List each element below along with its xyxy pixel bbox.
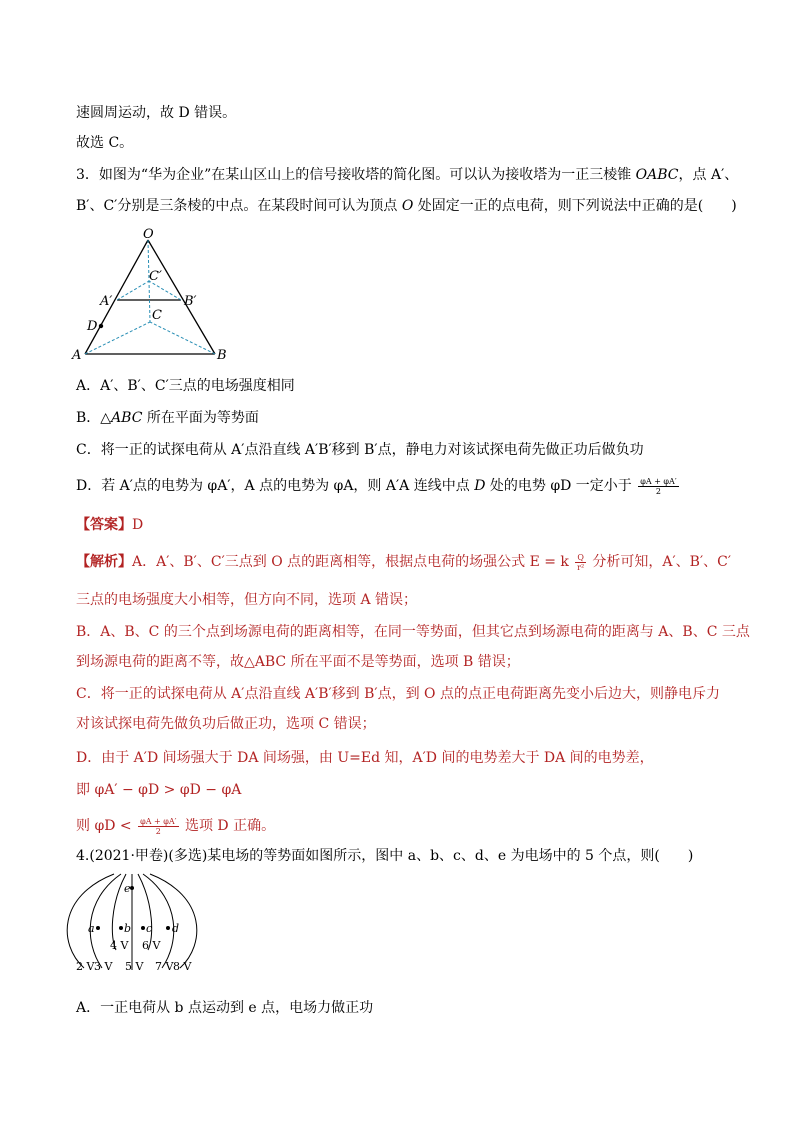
text: ，点 A′、	[678, 167, 739, 183]
text: B．△	[76, 410, 112, 426]
option-B	[76, 408, 259, 428]
question-4-option-A	[76, 998, 373, 1018]
label-O: O	[143, 227, 154, 242]
text: D．由于 A′D 间场强大于 DA 间场强，由 U=Ed 知，A′D 间的电势差大于 DA 间的电势差，	[76, 750, 654, 766]
explanation-line-1	[76, 552, 731, 572]
label-A1: A′	[100, 294, 113, 309]
label-D: D	[87, 319, 98, 334]
text: 处的电势 φD 一定小于	[485, 478, 632, 494]
text: A．A′、B′、C′三点到 O 点的距离相等，根据点电荷的场强公式 E = k	[132, 554, 569, 570]
text: D．若 A′点的电势为 φA′，A 点的电势为 φA，则 A′A 连线中点	[76, 478, 475, 494]
explanation-line-9	[76, 816, 275, 836]
explanation-label: 【解析】	[76, 554, 132, 570]
denominator: 2	[655, 486, 661, 496]
option-D	[76, 476, 681, 496]
numerator: φA + φA′	[640, 476, 677, 486]
label-c: c	[146, 922, 153, 935]
denominator: 2	[155, 826, 161, 836]
label-C: C	[152, 308, 162, 323]
text: 选项 D 正确。	[180, 818, 276, 834]
text: 4.(2021·甲卷)(多选)某电场的等势面如图所示，图中 a、b、c、d、e 为电场中的 5 个点，则( )	[76, 848, 694, 864]
label-8V: 8 V	[173, 960, 192, 973]
text: A．一正电荷从 b 点运动到 e 点，电场力做正功	[76, 1000, 374, 1016]
equipotential-7V	[143, 874, 174, 968]
text: 速圆周运动，故 D 错误。	[76, 105, 237, 121]
equipotential-3V	[90, 874, 121, 968]
text: ABC	[111, 410, 143, 426]
explanation-line-5	[76, 684, 720, 704]
text: 故选 C。	[76, 135, 134, 151]
point-c	[141, 926, 145, 930]
text: B′、C′分别是三条棱的中点。在某段时间可认为顶点	[76, 198, 402, 214]
explanation-line-3	[76, 622, 750, 642]
edge-OB	[148, 240, 215, 354]
explanation-line-6	[76, 714, 376, 734]
label-4V: 4 V	[110, 939, 129, 952]
fraction	[575, 553, 586, 572]
fraction	[138, 817, 178, 836]
option-C	[76, 440, 644, 460]
numerator: Q	[577, 552, 584, 562]
text: 所在平面为等势面	[142, 410, 259, 426]
text: 对该试探电荷先做负功后做正功，选项 C 错误；	[76, 716, 376, 732]
explanation-line-4	[76, 652, 520, 672]
text: 分析可知，A′、B′、C′	[587, 554, 732, 570]
label-B: B	[217, 348, 227, 363]
fraction	[638, 477, 678, 496]
label-B1: B′	[184, 294, 197, 309]
denominator: r²	[577, 562, 585, 572]
text: 即 φA′ − φD > φD − φA	[76, 782, 242, 798]
explanation-line-7	[76, 748, 654, 768]
label-e: e	[124, 882, 131, 895]
label-C1: C′	[149, 269, 162, 284]
label-A: A	[72, 348, 82, 363]
question-3-line-2	[76, 196, 737, 216]
text: O	[401, 198, 414, 214]
option-A	[76, 376, 295, 396]
segment-A1C1	[117, 281, 149, 300]
label-7V: 7 V	[155, 960, 174, 973]
text: A．A′、B′、C′三点的电场强度相同	[76, 378, 295, 394]
answer-line	[76, 515, 143, 535]
question-3-line-1	[76, 165, 738, 185]
point-b	[119, 926, 123, 930]
label-2V: 2 V	[76, 960, 95, 973]
text: 处固定一正的点电荷，则下列说法中正确的是( )	[413, 198, 737, 214]
point-a	[96, 926, 100, 930]
pyramid-figure	[70, 226, 240, 366]
edge-OA	[85, 240, 148, 354]
point-d	[166, 926, 170, 930]
equipotential-figure	[66, 870, 216, 976]
label-6V: 6 V	[142, 939, 161, 952]
point-D	[99, 324, 103, 328]
text: C．将一正的试探电荷从 A′点沿直线 A′B′移到 B′点，到 O 点的点正电荷距离先变小后边大，则静电斥力	[76, 686, 720, 702]
text: 3．如图为“华为企业”在某山区山上的信号接收塔的简化图。可以认为接收塔为一正三棱锥	[76, 167, 636, 183]
label-5V: 5 V	[125, 960, 144, 973]
question-4	[76, 846, 693, 866]
text: 到场源电荷的距离不等，故△ABC 所在平面不是等势面，选项 B 错误；	[76, 654, 520, 670]
label-b: b	[124, 922, 132, 935]
numerator: φA + φA′	[140, 816, 177, 826]
explanation-line-2	[76, 590, 417, 610]
text: 三点的电场强度大小相等，但方向不同，选项 A 错误；	[76, 592, 418, 608]
text: C．将一正的试探电荷从 A′点沿直线 A′B′移到 B′点，静电力对该试探电荷先做正功后做负功	[76, 442, 644, 458]
text-line	[76, 133, 133, 153]
answer-label: 【答案】	[76, 517, 132, 533]
point-e	[130, 886, 134, 890]
answer-value: D	[132, 517, 144, 533]
text: B．A、B、C 的三个点到场源电荷的距离相等，在同一等势面，但其它点到场源电荷的距离与 A、B、C 三点	[76, 624, 750, 640]
text: OABC	[635, 167, 679, 183]
label-3V: 3 V	[94, 960, 113, 973]
text: D	[474, 478, 486, 494]
label-d: d	[172, 922, 180, 935]
label-a: a	[88, 922, 95, 935]
text-line	[76, 103, 236, 123]
text: 则 φD <	[76, 818, 132, 834]
explanation-line-8	[76, 780, 241, 800]
